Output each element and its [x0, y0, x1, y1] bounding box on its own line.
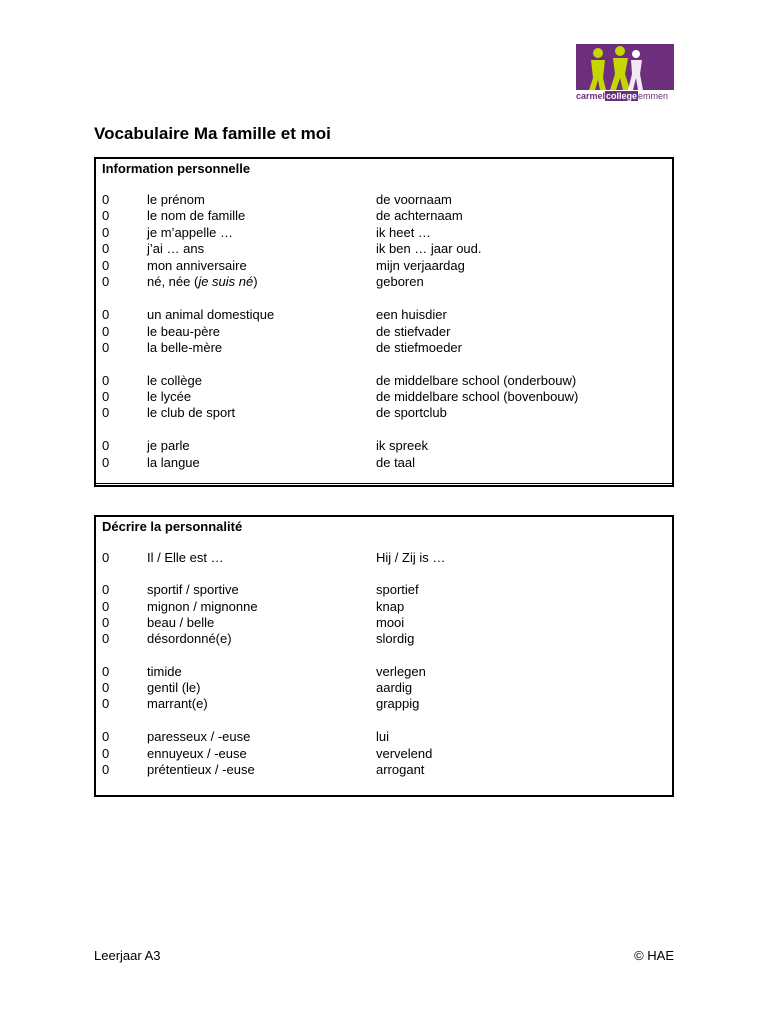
section-personal-info [94, 157, 674, 487]
dutch-term: geboren [376, 274, 424, 289]
french-term: le collège [147, 373, 202, 388]
dutch-term: vervelend [376, 746, 433, 761]
section-title: Information personnelle [102, 161, 251, 176]
french-term: sportif / sportive [147, 582, 239, 597]
checkbox-marker: 0 [102, 762, 110, 777]
dutch-term: de stiefmoeder [376, 340, 462, 355]
checkbox-marker: 0 [102, 664, 110, 679]
french-term: je m’appelle … [147, 225, 233, 240]
french-term: beau / belle [147, 615, 215, 630]
vocab-row [96, 615, 672, 631]
french-term: mignon / mignonne [147, 599, 258, 614]
page-title: Vocabulaire Ma famille et moi [94, 124, 331, 143]
french-term: ennuyeux / -euse [147, 746, 247, 761]
checkbox-marker: 0 [102, 550, 110, 565]
checkbox-marker: 0 [102, 455, 110, 470]
dutch-term: verlegen [376, 664, 426, 679]
checkbox-marker: 0 [102, 405, 110, 420]
vocab-row [96, 729, 672, 745]
french-term: Il / Elle est … [147, 550, 224, 565]
checkbox-marker: 0 [102, 438, 110, 453]
dutch-term: ik ben … jaar oud. [376, 241, 482, 256]
french-term: mon anniversaire [147, 258, 247, 273]
checkbox-marker: 0 [102, 615, 110, 630]
checkbox-marker: 0 [102, 599, 110, 614]
vocab-row [96, 274, 672, 290]
french-term: timide [147, 664, 182, 679]
logo-part-3: emmen [638, 91, 669, 101]
french-term: le nom de famille [147, 208, 246, 223]
dutch-term: de middelbare school (bovenbouw) [376, 389, 579, 404]
vocab-row [96, 631, 672, 647]
checkbox-marker: 0 [102, 389, 110, 404]
dutch-term: de achternaam [376, 208, 463, 223]
vocab-row [96, 373, 672, 389]
french-term: gentil (le) [147, 680, 201, 695]
dutch-term: de taal [376, 455, 416, 470]
vocab-row [96, 762, 672, 778]
french-term: la belle-mère [147, 340, 223, 355]
logo-wordmark [576, 91, 668, 102]
french-term: le club de sport [147, 405, 236, 420]
french-term-italic: je suis né [198, 274, 254, 289]
checkbox-marker: 0 [102, 696, 110, 711]
french-term: le prénom [147, 192, 205, 207]
french-term: j’ai … ans [147, 241, 205, 256]
vocab-row [96, 680, 672, 696]
dutch-term: sportief [376, 582, 419, 597]
checkbox-marker: 0 [102, 631, 110, 646]
section-personality [94, 515, 674, 797]
dutch-term: ik heet … [376, 225, 431, 240]
checkbox-marker: 0 [102, 258, 110, 273]
checkbox-marker: 0 [102, 307, 110, 322]
school-logo [576, 44, 674, 104]
dutch-term: de stiefvader [376, 324, 451, 339]
dutch-term: Hij / Zij is … [376, 550, 446, 565]
french-term-end: ) [253, 274, 258, 289]
dutch-term: aardig [376, 680, 413, 695]
checkbox-marker: 0 [102, 729, 110, 744]
vocab-row [96, 225, 672, 241]
dutch-term: arrogant [376, 762, 425, 777]
logo-part-1: carmel [576, 91, 606, 101]
french-term: un animal domestique [147, 307, 275, 322]
french-term: la langue [147, 455, 200, 470]
checkbox-marker: 0 [102, 225, 110, 240]
french-term [147, 274, 258, 290]
dutch-term: slordig [376, 631, 415, 646]
french-term: le lycée [147, 389, 192, 404]
checkbox-marker: 0 [102, 324, 110, 339]
checkbox-marker: 0 [102, 274, 110, 289]
dutch-term: knap [376, 599, 405, 614]
french-term: désordonné(e) [147, 631, 232, 646]
vocab-row [96, 746, 672, 762]
vocab-row [96, 455, 672, 471]
vocab-row [96, 307, 672, 323]
vocab-row [96, 599, 672, 615]
french-term-start: né, née ( [147, 274, 199, 289]
logo-part-2: college [606, 91, 638, 101]
french-term: marrant(e) [147, 696, 208, 711]
dutch-term: een huisdier [376, 307, 447, 322]
checkbox-marker: 0 [102, 373, 110, 388]
checkbox-marker: 0 [102, 582, 110, 597]
french-term: je parle [147, 438, 190, 453]
checkbox-marker: 0 [102, 680, 110, 695]
french-term: paresseux / -euse [147, 729, 251, 744]
french-term: prétentieux / -euse [147, 762, 255, 777]
french-term: le beau-père [147, 324, 220, 339]
vocab-row [96, 340, 672, 356]
checkbox-marker: 0 [102, 340, 110, 355]
vocab-row [96, 192, 672, 208]
vocab-row [96, 405, 672, 421]
dutch-term: lui [376, 729, 390, 744]
vocab-row [96, 696, 672, 712]
dutch-term: de middelbare school (onderbouw) [376, 373, 577, 388]
vocab-row [96, 664, 672, 680]
section-title: Décrire la personnalité [102, 519, 243, 534]
vocab-row [96, 582, 672, 598]
vocab-row [96, 258, 672, 274]
dutch-term: de voornaam [376, 192, 452, 207]
dutch-term: de sportclub [376, 405, 447, 420]
vocab-row [96, 208, 672, 224]
dutch-term: grappig [376, 696, 420, 711]
checkbox-marker: 0 [102, 208, 110, 223]
vocab-row [96, 550, 672, 566]
dutch-term: mooi [376, 615, 405, 630]
vocab-row [96, 438, 672, 454]
dutch-term: mijn verjaardag [376, 258, 465, 273]
footer-copyright: © HAE [634, 948, 674, 963]
dutch-term: ik spreek [376, 438, 429, 453]
vocab-row [96, 389, 672, 405]
checkbox-marker: 0 [102, 746, 110, 761]
footer-grade-level: Leerjaar A3 [94, 948, 161, 963]
checkbox-marker: 0 [102, 241, 110, 256]
vocab-row [96, 324, 672, 340]
checkbox-marker: 0 [102, 192, 110, 207]
vocab-row [96, 241, 672, 257]
logo-figures-icon [576, 44, 674, 90]
